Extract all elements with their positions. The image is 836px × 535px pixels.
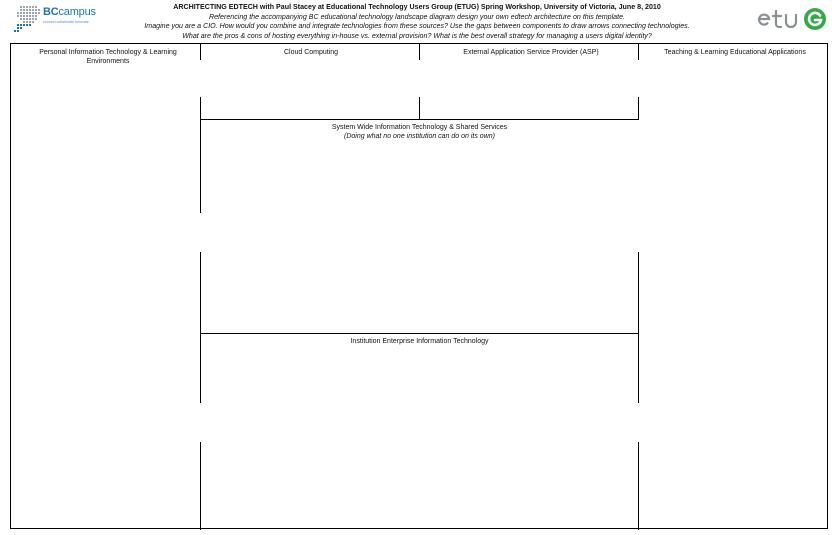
page-title: ARCHITECTING EDTECH with Paul Stacey at Educational Technology Users Group (ETUG) Spring Workshop, University of Victoria, June 8, 2010 <box>173 3 661 11</box>
instruction-line-2: Imagine you are a CIO. How would you combine and integrate technologies from these sources? Use the gaps between components to draw arrows connecting technologies. <box>144 22 690 31</box>
shared-services-label <box>200 123 639 141</box>
instruction-line-1: Referencing the accompanying BC educational technology landscape diagram design your own edtech architecture on this template. <box>208 12 626 21</box>
bottom-left-line <box>200 442 201 530</box>
etug-logo <box>757 7 829 31</box>
bccampus-tagline: connect.collaborate.innovate. <box>43 20 90 24</box>
bc-map-icon <box>14 4 44 34</box>
cloud-asp-divider-line <box>419 97 420 119</box>
shared-services-subtitle: (Doing what no one institution can do on its own) <box>344 133 495 140</box>
column-label-personal: Personal Information Technology & Learning Environments <box>39 49 177 65</box>
shared-services-top-rule <box>200 119 639 120</box>
column-divider-3-top <box>638 44 639 60</box>
cloud-left-line <box>200 97 201 119</box>
middle-right-line <box>638 252 639 334</box>
bccampus-bc-text: BC <box>43 6 59 18</box>
enterprise-top-rule <box>200 333 639 334</box>
architecture-template-frame <box>10 43 828 529</box>
enterprise-label: Institution Enterprise Information Technology <box>350 338 489 345</box>
middle-left-line <box>200 252 201 334</box>
column-label-teaching: Teaching & Learning Educational Applications <box>664 49 806 56</box>
column-divider-2-top <box>419 44 420 60</box>
shared-services-title: System Wide Information Technology & Shared Services <box>331 124 508 131</box>
column-divider-1-top <box>200 44 201 60</box>
page-header <box>92 3 742 41</box>
instruction-line-3: What are the pros & cons of hosting everything in-house vs. external provision? What is the best overall strategy for managing a users digital identity? <box>182 31 652 40</box>
bccampus-wordmark <box>43 6 96 18</box>
asp-right-line <box>638 97 639 119</box>
bottom-right-line <box>638 442 639 530</box>
column-label-asp: External Application Service Provider (ASP) <box>463 49 599 56</box>
bccampus-campus-text: campus <box>58 6 96 18</box>
column-label-cloud: Cloud Computing <box>283 49 339 56</box>
